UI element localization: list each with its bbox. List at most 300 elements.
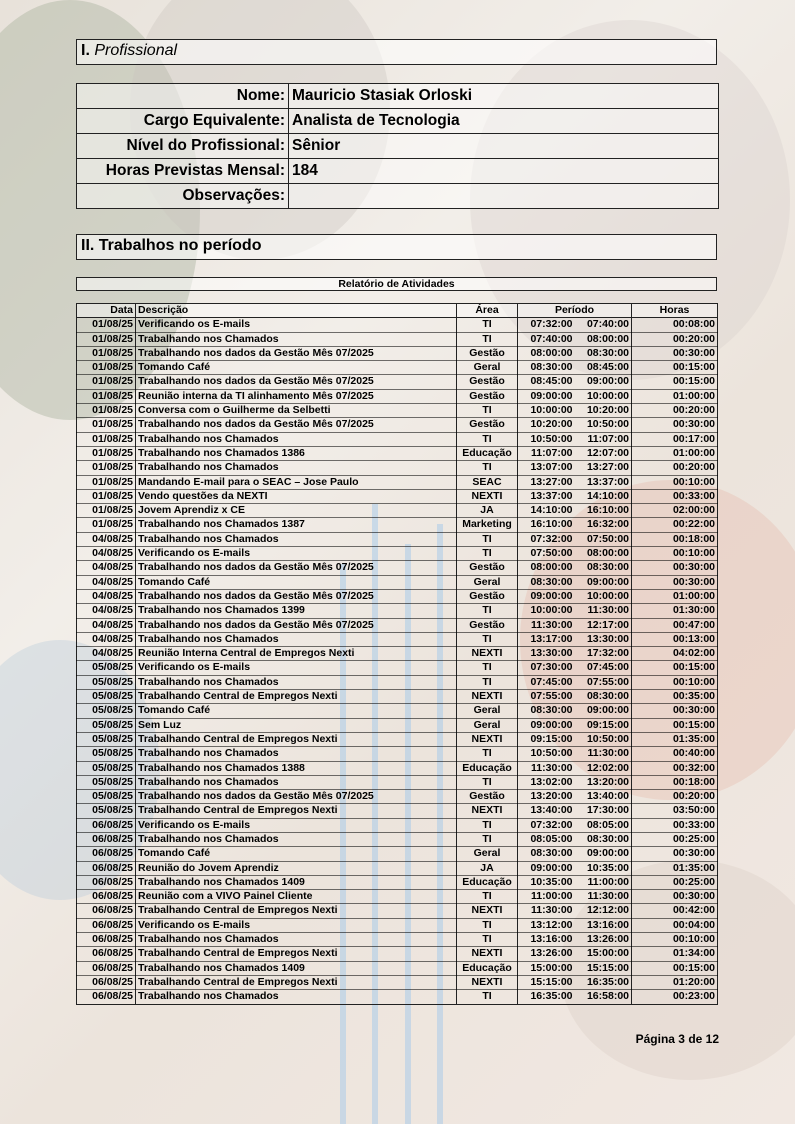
cell-start-time: 16:35:00: [518, 990, 575, 1004]
cell-end-time: 13:16:00: [575, 918, 632, 932]
cell-start-time: 08:30:00: [518, 847, 575, 861]
cell-description: Trabalhando Central de Empregos Nexti: [136, 947, 457, 961]
cell-end-time: 13:20:00: [575, 775, 632, 789]
cell-date: 05/08/25: [77, 690, 136, 704]
cell-hours: 00:13:00: [632, 632, 718, 646]
cell-area: NEXTI: [457, 732, 518, 746]
cell-description: Trabalhando nos dados da Gestão Mês 07/2025: [136, 790, 457, 804]
cell-end-time: 10:35:00: [575, 861, 632, 875]
cell-hours: 03:50:00: [632, 804, 718, 818]
cell-start-time: 15:15:00: [518, 975, 575, 989]
cell-start-time: 11:30:00: [518, 904, 575, 918]
table-row: [77, 875, 718, 889]
table-row: [77, 918, 718, 932]
cell-start-time: 10:00:00: [518, 604, 575, 618]
table-row: [77, 790, 718, 804]
section-title: Profissional: [94, 42, 178, 59]
cell-hours: 01:00:00: [632, 589, 718, 603]
cell-date: 01/08/25: [77, 518, 136, 532]
cell-hours: 00:10:00: [632, 933, 718, 947]
cell-start-time: 13:07:00: [518, 461, 575, 475]
cell-description: Trabalhando nos Chamados: [136, 775, 457, 789]
cell-hours: 00:25:00: [632, 832, 718, 846]
cell-date: 06/08/25: [77, 832, 136, 846]
section-trabalhos-header: [76, 234, 717, 260]
cell-start-time: 11:00:00: [518, 890, 575, 904]
cell-description: Reunião interna da TI alinhamento Mês 07/2025: [136, 389, 457, 403]
info-label: Observações:: [77, 184, 289, 209]
cell-start-time: 07:30:00: [518, 661, 575, 675]
cell-end-time: 11:30:00: [575, 604, 632, 618]
cell-end-time: 10:50:00: [575, 732, 632, 746]
table-row: [77, 432, 718, 446]
cell-hours: 02:00:00: [632, 504, 718, 518]
cell-end-time: 09:15:00: [575, 718, 632, 732]
cell-end-time: 07:55:00: [575, 675, 632, 689]
cell-area: TI: [457, 532, 518, 546]
cell-description: Sem Luz: [136, 718, 457, 732]
table-row: [77, 346, 718, 360]
table-row: [77, 847, 718, 861]
cell-area: TI: [457, 332, 518, 346]
cell-hours: 00:08:00: [632, 318, 718, 332]
cell-end-time: 07:45:00: [575, 661, 632, 675]
cell-end-time: 12:12:00: [575, 904, 632, 918]
cell-end-time: 14:10:00: [575, 489, 632, 503]
cell-end-time: 08:30:00: [575, 690, 632, 704]
cell-start-time: 13:37:00: [518, 489, 575, 503]
info-value: Sênior: [289, 134, 719, 159]
info-label: Nome:: [77, 84, 289, 109]
cell-start-time: 08:05:00: [518, 832, 575, 846]
cell-end-time: 16:58:00: [575, 990, 632, 1004]
cell-description: Trabalhando nos dados da Gestão Mês 07/2025: [136, 346, 457, 360]
cell-end-time: 09:00:00: [575, 375, 632, 389]
cell-description: Trabalhando Central de Empregos Nexti: [136, 904, 457, 918]
cell-description: Trabalhando nos Chamados: [136, 432, 457, 446]
cell-hours: 00:15:00: [632, 718, 718, 732]
cell-end-time: 08:05:00: [575, 818, 632, 832]
cell-end-time: 12:17:00: [575, 618, 632, 632]
cell-hours: 00:20:00: [632, 404, 718, 418]
cell-description: Trabalhando nos Chamados 1399: [136, 604, 457, 618]
cell-date: 01/08/25: [77, 361, 136, 375]
cell-description: Tomando Café: [136, 361, 457, 375]
cell-hours: 00:32:00: [632, 761, 718, 775]
cell-date: 06/08/25: [77, 818, 136, 832]
cell-start-time: 07:32:00: [518, 318, 575, 332]
cell-start-time: 07:32:00: [518, 532, 575, 546]
cell-start-time: 08:30:00: [518, 704, 575, 718]
table-row: [77, 618, 718, 632]
cell-date: 05/08/25: [77, 790, 136, 804]
cell-hours: 00:40:00: [632, 747, 718, 761]
cell-description: Trabalhando nos dados da Gestão Mês 07/2025: [136, 375, 457, 389]
cell-description: Trabalhando nos Chamados: [136, 747, 457, 761]
cell-hours: 00:42:00: [632, 904, 718, 918]
cell-hours: 00:18:00: [632, 775, 718, 789]
cell-date: 01/08/25: [77, 504, 136, 518]
cell-area: Gestão: [457, 375, 518, 389]
table-row: [77, 933, 718, 947]
cell-end-time: 10:20:00: [575, 404, 632, 418]
cell-description: Trabalhando nos Chamados: [136, 990, 457, 1004]
cell-date: 05/08/25: [77, 804, 136, 818]
cell-date: 05/08/25: [77, 675, 136, 689]
cell-start-time: 09:00:00: [518, 389, 575, 403]
cell-area: TI: [457, 933, 518, 947]
cell-start-time: 08:00:00: [518, 346, 575, 360]
table-row: [77, 389, 718, 403]
table-row: [77, 890, 718, 904]
info-label: Cargo Equivalente:: [77, 109, 289, 134]
cell-description: Trabalhando nos Chamados 1388: [136, 761, 457, 775]
cell-area: TI: [457, 632, 518, 646]
cell-area: TI: [457, 818, 518, 832]
table-row: [77, 632, 718, 646]
cell-end-time: 08:45:00: [575, 361, 632, 375]
cell-start-time: 10:20:00: [518, 418, 575, 432]
cell-date: 06/08/25: [77, 933, 136, 947]
cell-area: Gestão: [457, 589, 518, 603]
cell-end-time: 11:30:00: [575, 890, 632, 904]
cell-start-time: 08:30:00: [518, 361, 575, 375]
info-value: [289, 184, 719, 209]
cell-description: Trabalhando nos Chamados: [136, 461, 457, 475]
cell-description: Tomando Café: [136, 575, 457, 589]
cell-date: 05/08/25: [77, 775, 136, 789]
cell-end-time: 12:02:00: [575, 761, 632, 775]
activities-table: [76, 303, 718, 1005]
cell-hours: 00:30:00: [632, 346, 718, 360]
cell-date: 06/08/25: [77, 947, 136, 961]
cell-hours: 01:00:00: [632, 446, 718, 460]
table-row: [77, 375, 718, 389]
cell-area: Geral: [457, 575, 518, 589]
cell-hours: 00:23:00: [632, 990, 718, 1004]
cell-start-time: 10:50:00: [518, 432, 575, 446]
cell-start-time: 13:12:00: [518, 918, 575, 932]
table-row: [77, 704, 718, 718]
cell-hours: 00:22:00: [632, 518, 718, 532]
cell-date: 04/08/25: [77, 561, 136, 575]
cell-hours: 00:30:00: [632, 847, 718, 861]
cell-end-time: 08:30:00: [575, 561, 632, 575]
info-row: [77, 84, 719, 109]
cell-description: Trabalhando Central de Empregos Nexti: [136, 732, 457, 746]
table-row: [77, 461, 718, 475]
cell-area: NEXTI: [457, 947, 518, 961]
cell-area: TI: [457, 404, 518, 418]
section-title: II. Trabalhos no período: [81, 237, 262, 254]
cell-area: Geral: [457, 847, 518, 861]
cell-hours: 00:20:00: [632, 461, 718, 475]
table-row: [77, 761, 718, 775]
cell-hours: 04:02:00: [632, 647, 718, 661]
cell-area: TI: [457, 461, 518, 475]
cell-hours: 00:30:00: [632, 704, 718, 718]
table-row: [77, 418, 718, 432]
info-value: Analista de Tecnologia: [289, 109, 719, 134]
table-row: [77, 832, 718, 846]
cell-description: Trabalhando nos dados da Gestão Mês 07/2025: [136, 418, 457, 432]
cell-description: Conversa com o Guilherme da Selbetti: [136, 404, 457, 418]
cell-date: 01/08/25: [77, 475, 136, 489]
table-row: [77, 489, 718, 503]
table-row: [77, 947, 718, 961]
cell-hours: 00:33:00: [632, 818, 718, 832]
table-row: [77, 547, 718, 561]
cell-start-time: 08:00:00: [518, 561, 575, 575]
cell-description: Trabalhando nos Chamados 1409: [136, 875, 457, 889]
cell-area: Geral: [457, 718, 518, 732]
cell-end-time: 15:15:00: [575, 961, 632, 975]
cell-area: Educação: [457, 446, 518, 460]
cell-date: 06/08/25: [77, 904, 136, 918]
table-row: [77, 575, 718, 589]
info-value: Mauricio Stasiak Orloski: [289, 84, 719, 109]
table-row: [77, 589, 718, 603]
cell-description: Trabalhando nos Chamados: [136, 832, 457, 846]
cell-end-time: 08:00:00: [575, 547, 632, 561]
cell-start-time: 07:32:00: [518, 818, 575, 832]
cell-hours: 00:04:00: [632, 918, 718, 932]
cell-description: Tomando Café: [136, 704, 457, 718]
cell-date: 05/08/25: [77, 732, 136, 746]
cell-start-time: 09:00:00: [518, 589, 575, 603]
cell-area: SEAC: [457, 475, 518, 489]
cell-start-time: 10:35:00: [518, 875, 575, 889]
table-row: [77, 332, 718, 346]
table-row: [77, 661, 718, 675]
table-row: [77, 804, 718, 818]
cell-hours: 00:10:00: [632, 547, 718, 561]
cell-date: 06/08/25: [77, 918, 136, 932]
cell-area: Gestão: [457, 418, 518, 432]
report-title: Relatório de Atividades: [76, 277, 717, 291]
cell-hours: 00:10:00: [632, 475, 718, 489]
cell-end-time: 10:00:00: [575, 389, 632, 403]
cell-date: 05/08/25: [77, 747, 136, 761]
cell-hours: 00:25:00: [632, 875, 718, 889]
cell-end-time: 11:30:00: [575, 747, 632, 761]
cell-date: 04/08/25: [77, 632, 136, 646]
cell-area: JA: [457, 504, 518, 518]
cell-end-time: 08:30:00: [575, 346, 632, 360]
cell-start-time: 11:30:00: [518, 618, 575, 632]
cell-end-time: 13:27:00: [575, 461, 632, 475]
cell-description: Verificando os E-mails: [136, 661, 457, 675]
cell-description: Verificando os E-mails: [136, 818, 457, 832]
section-profissional-header: [76, 39, 717, 65]
table-row: [77, 732, 718, 746]
cell-description: Trabalhando nos Chamados: [136, 933, 457, 947]
cell-date: 04/08/25: [77, 647, 136, 661]
table-row: [77, 647, 718, 661]
cell-area: Marketing: [457, 518, 518, 532]
cell-end-time: 15:00:00: [575, 947, 632, 961]
cell-area: TI: [457, 547, 518, 561]
cell-hours: 00:17:00: [632, 432, 718, 446]
table-header-row: [77, 304, 718, 318]
cell-hours: 00:30:00: [632, 575, 718, 589]
cell-area: TI: [457, 918, 518, 932]
section-number: I.: [81, 42, 90, 59]
cell-description: Trabalhando nos Chamados 1387: [136, 518, 457, 532]
cell-description: Trabalhando nos Chamados: [136, 532, 457, 546]
cell-date: 01/08/25: [77, 404, 136, 418]
cell-description: Trabalhando nos dados da Gestão Mês 07/2025: [136, 589, 457, 603]
cell-end-time: 10:00:00: [575, 589, 632, 603]
cell-area: TI: [457, 990, 518, 1004]
professional-info-table: [76, 83, 719, 209]
header-area: Área: [457, 304, 518, 318]
cell-date: 01/08/25: [77, 389, 136, 403]
cell-start-time: 08:30:00: [518, 575, 575, 589]
info-row: [77, 134, 719, 159]
cell-area: NEXTI: [457, 904, 518, 918]
table-row: [77, 861, 718, 875]
cell-end-time: 16:10:00: [575, 504, 632, 518]
cell-area: TI: [457, 747, 518, 761]
cell-description: Reunião do Jovem Aprendiz: [136, 861, 457, 875]
table-row: [77, 961, 718, 975]
info-value: 184: [289, 159, 719, 184]
cell-description: Trabalhando nos dados da Gestão Mês 07/2025: [136, 561, 457, 575]
cell-end-time: 07:50:00: [575, 532, 632, 546]
cell-end-time: 08:00:00: [575, 332, 632, 346]
table-row: [77, 990, 718, 1004]
cell-start-time: 16:10:00: [518, 518, 575, 532]
cell-end-time: 13:30:00: [575, 632, 632, 646]
cell-start-time: 08:45:00: [518, 375, 575, 389]
cell-description: Trabalhando nos Chamados 1409: [136, 961, 457, 975]
table-row: [77, 404, 718, 418]
cell-date: 06/08/25: [77, 847, 136, 861]
table-row: [77, 904, 718, 918]
info-row: [77, 109, 719, 134]
cell-date: 04/08/25: [77, 589, 136, 603]
cell-area: TI: [457, 775, 518, 789]
cell-end-time: 17:32:00: [575, 647, 632, 661]
cell-date: 06/08/25: [77, 990, 136, 1004]
cell-end-time: 08:30:00: [575, 832, 632, 846]
cell-description: Vendo questões da NEXTI: [136, 489, 457, 503]
cell-area: Educação: [457, 875, 518, 889]
cell-area: TI: [457, 832, 518, 846]
table-row: [77, 718, 718, 732]
cell-area: NEXTI: [457, 690, 518, 704]
cell-area: Educação: [457, 961, 518, 975]
cell-description: Tomando Café: [136, 847, 457, 861]
cell-hours: 00:20:00: [632, 332, 718, 346]
cell-start-time: 10:50:00: [518, 747, 575, 761]
table-row: [77, 975, 718, 989]
table-row: [77, 818, 718, 832]
cell-description: Trabalhando nos Chamados: [136, 675, 457, 689]
info-label: Nível do Profissional:: [77, 134, 289, 159]
cell-area: NEXTI: [457, 647, 518, 661]
cell-description: Trabalhando nos Chamados 1386: [136, 446, 457, 460]
table-row: [77, 532, 718, 546]
cell-end-time: 17:30:00: [575, 804, 632, 818]
cell-end-time: 10:50:00: [575, 418, 632, 432]
table-row: [77, 775, 718, 789]
cell-date: 04/08/25: [77, 618, 136, 632]
cell-date: 01/08/25: [77, 375, 136, 389]
cell-hours: 01:20:00: [632, 975, 718, 989]
cell-hours: 00:30:00: [632, 418, 718, 432]
cell-date: 06/08/25: [77, 875, 136, 889]
header-hours: Horas: [632, 304, 718, 318]
cell-hours: 00:30:00: [632, 561, 718, 575]
cell-description: Mandando E-mail para o SEAC – Jose Paulo: [136, 475, 457, 489]
table-row: [77, 675, 718, 689]
cell-description: Trabalhando Central de Empregos Nexti: [136, 975, 457, 989]
cell-area: TI: [457, 604, 518, 618]
cell-end-time: 09:00:00: [575, 704, 632, 718]
table-row: [77, 561, 718, 575]
cell-date: 06/08/25: [77, 961, 136, 975]
cell-description: Verificando os E-mails: [136, 318, 457, 332]
cell-description: Trabalhando Central de Empregos Nexti: [136, 690, 457, 704]
cell-hours: 00:15:00: [632, 961, 718, 975]
cell-area: TI: [457, 432, 518, 446]
cell-description: Trabalhando nos Chamados: [136, 632, 457, 646]
cell-start-time: 11:30:00: [518, 761, 575, 775]
cell-start-time: 14:10:00: [518, 504, 575, 518]
cell-end-time: 07:40:00: [575, 318, 632, 332]
cell-description: Verificando os E-mails: [136, 547, 457, 561]
cell-hours: 01:00:00: [632, 389, 718, 403]
cell-hours: 01:30:00: [632, 604, 718, 618]
cell-description: Trabalhando nos dados da Gestão Mês 07/2025: [136, 618, 457, 632]
cell-area: JA: [457, 861, 518, 875]
cell-area: NEXTI: [457, 804, 518, 818]
cell-end-time: 16:35:00: [575, 975, 632, 989]
cell-date: 05/08/25: [77, 704, 136, 718]
cell-start-time: 13:30:00: [518, 647, 575, 661]
cell-start-time: 07:40:00: [518, 332, 575, 346]
cell-end-time: 16:32:00: [575, 518, 632, 532]
cell-area: Gestão: [457, 561, 518, 575]
cell-description: Reunião Interna Central de Empregos Nexti: [136, 647, 457, 661]
cell-start-time: 13:02:00: [518, 775, 575, 789]
cell-end-time: 12:07:00: [575, 446, 632, 460]
cell-start-time: 09:00:00: [518, 861, 575, 875]
cell-area: TI: [457, 318, 518, 332]
cell-description: Verificando os E-mails: [136, 918, 457, 932]
cell-hours: 00:15:00: [632, 375, 718, 389]
cell-hours: 00:20:00: [632, 790, 718, 804]
cell-date: 05/08/25: [77, 718, 136, 732]
cell-end-time: 13:26:00: [575, 933, 632, 947]
cell-end-time: 11:07:00: [575, 432, 632, 446]
cell-area: NEXTI: [457, 975, 518, 989]
cell-date: 01/08/25: [77, 461, 136, 475]
cell-date: 05/08/25: [77, 761, 136, 775]
cell-description: Trabalhando nos Chamados: [136, 332, 457, 346]
page-number: Página 3 de 12: [635, 1032, 719, 1046]
cell-date: 06/08/25: [77, 861, 136, 875]
cell-date: 01/08/25: [77, 332, 136, 346]
cell-start-time: 13:20:00: [518, 790, 575, 804]
cell-date: 06/08/25: [77, 975, 136, 989]
cell-date: 01/08/25: [77, 318, 136, 332]
cell-start-time: 13:27:00: [518, 475, 575, 489]
cell-end-time: 13:37:00: [575, 475, 632, 489]
table-row: [77, 747, 718, 761]
